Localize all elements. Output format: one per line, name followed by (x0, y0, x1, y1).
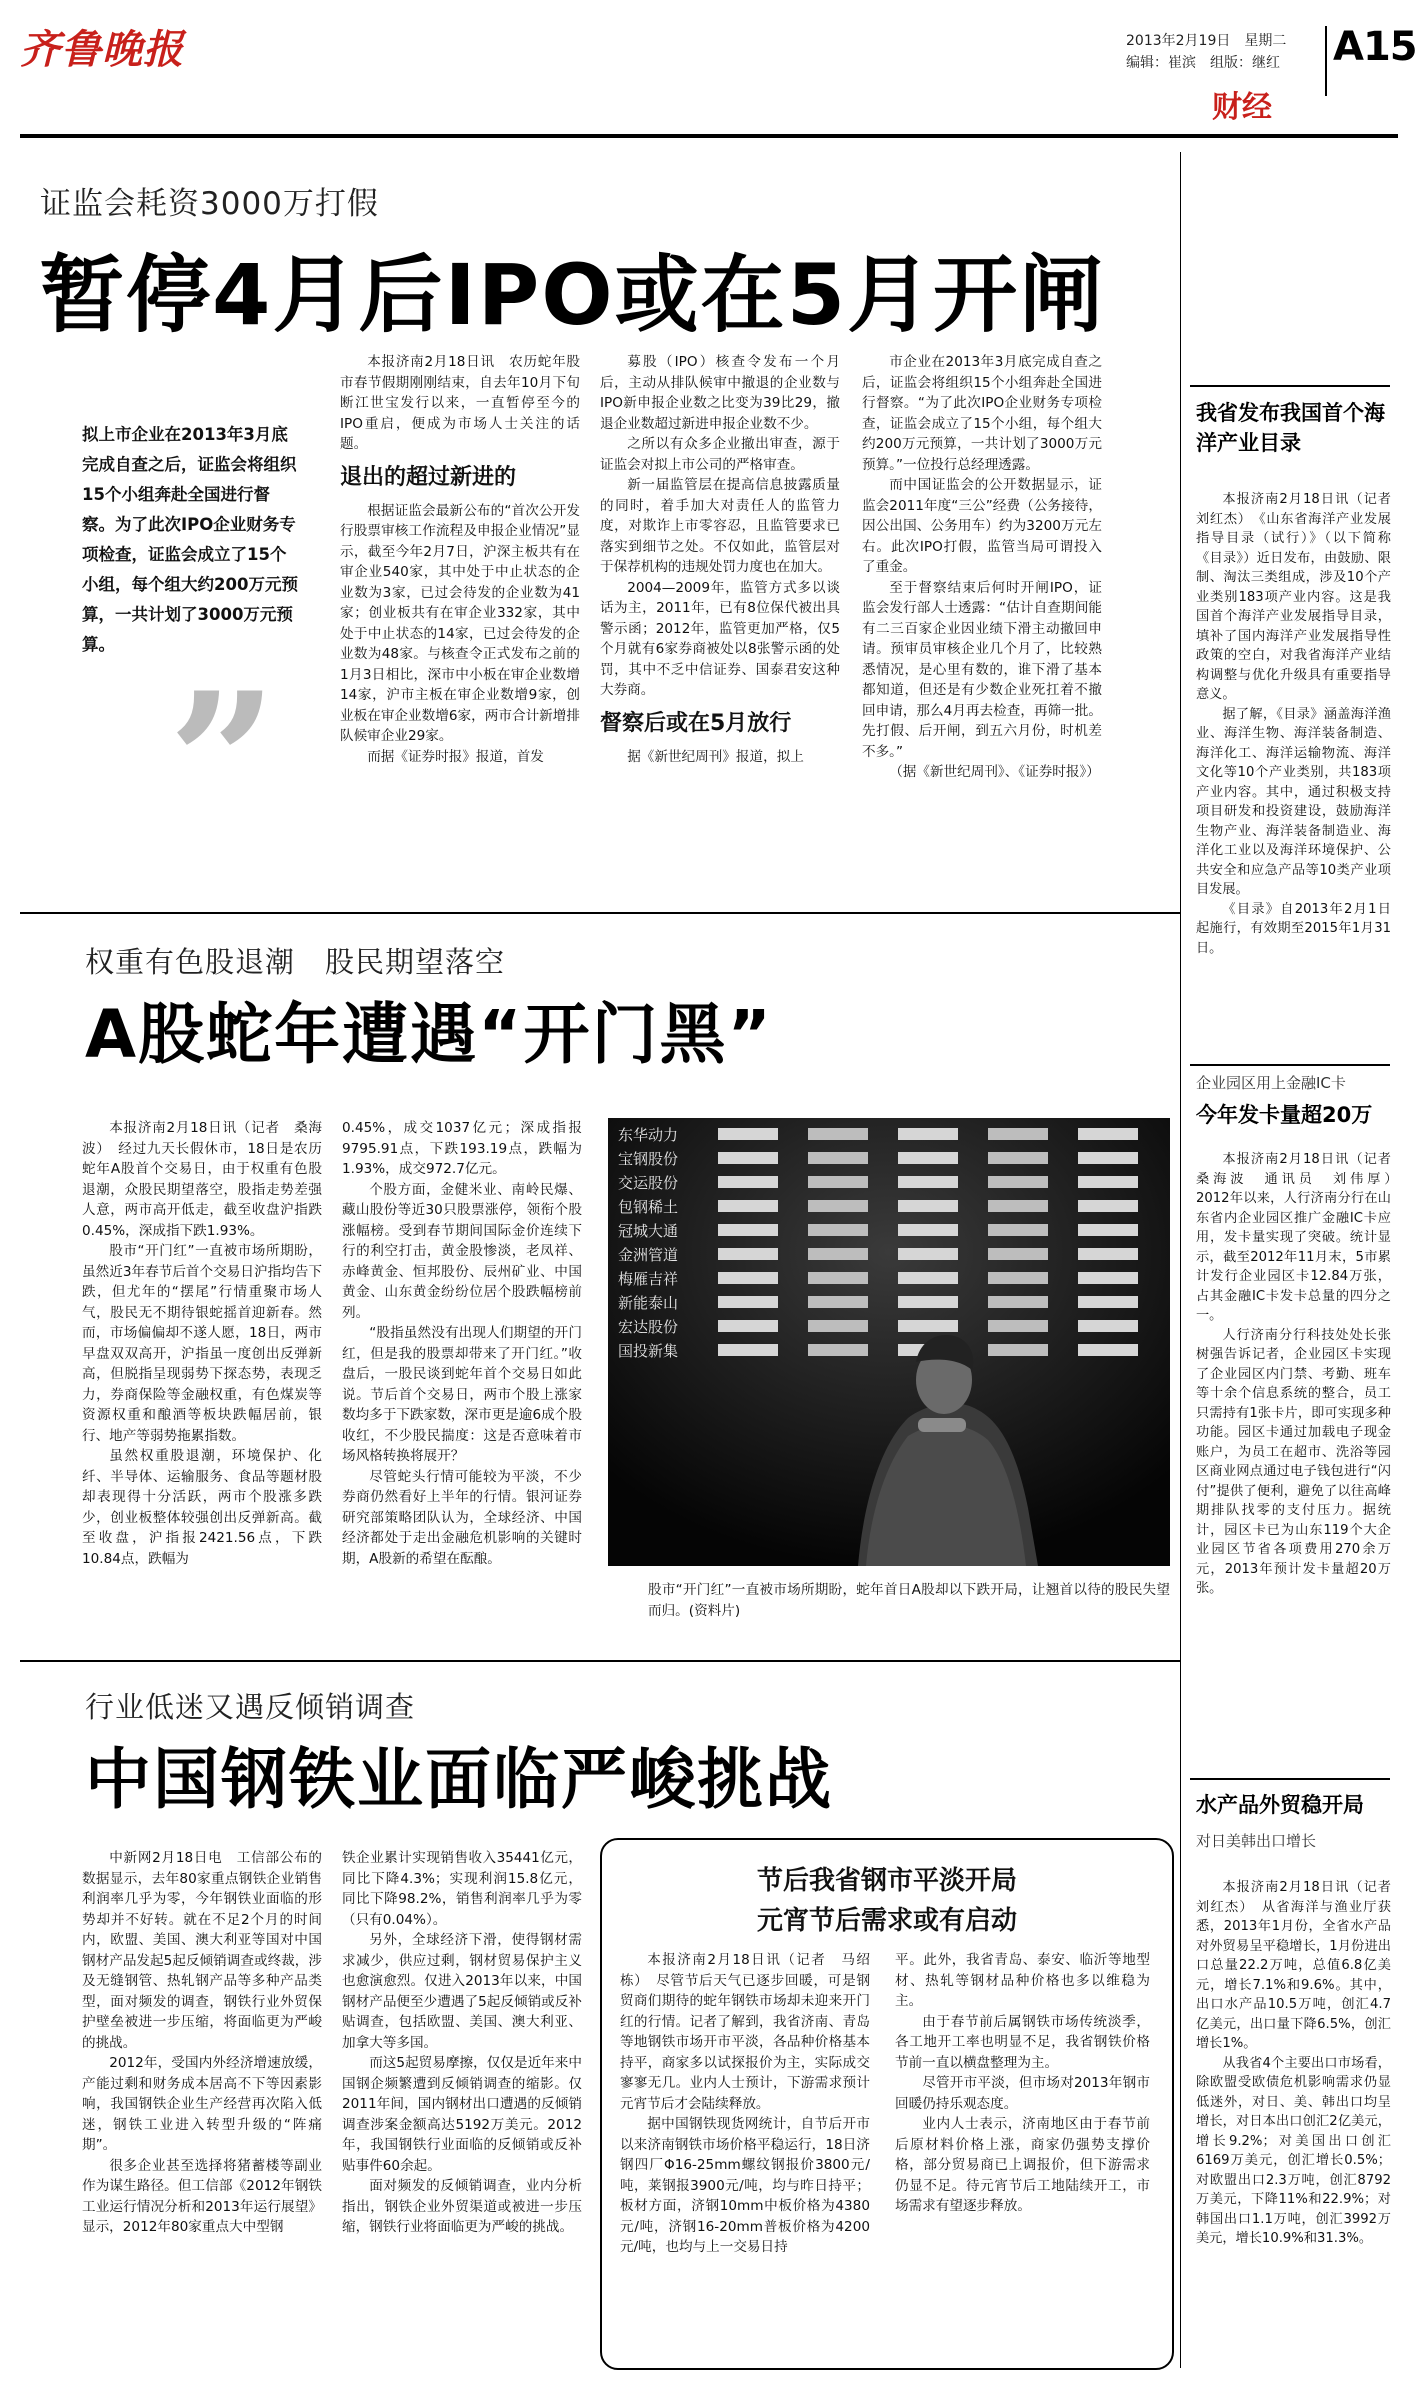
page-number: A15 (1333, 24, 1417, 70)
ticker-cell (718, 1224, 778, 1236)
story1-para: 而据《证券时报》报道，首发 (367, 748, 544, 765)
ticker-cell (718, 1176, 778, 1188)
sidebar-divider (1180, 152, 1181, 2368)
story1-para: 募股（IPO）核查令发布一个月后，主动从排队候审中撤退的企业数与IPO新申报企业数之比变为39比29，撤退企业数超过新进申报企业数不少。 (600, 354, 840, 432)
story1-kicker: 证监会耗资3000万打假 (40, 186, 379, 222)
story1-subhead-2: 督察后或在5月放行 (600, 710, 792, 736)
ticker-cell (988, 1176, 1048, 1188)
story2-para: 虽然权重股退潮，环境保护、化纤、半导体、运输服务、食品等题材股却表现得十分活跃，两市个股涨多跌少，创业板整体较强创出反弹新高。截至收盘，沪指报2421.56点，下跌10.84点，跌幅为 (82, 1448, 322, 1567)
story1-lead: 拟上市企业在2013年3月底完成自查之后，证监会将组织15个小组奔赴全国进行督察。为了此次IPO企业财务专项检查，证监会成立了15个小组，每个组大约200万元预算，一共计划了3000万元预算。 (82, 425, 298, 654)
story1-intro: 本报济南2月18日讯 农历蛇年股市春节假期刚刚结束，自去年10月下旬断江世宝发行以来，一直暂停至今的IPO重启，便成为市场人士关注的话题。 (340, 354, 580, 452)
ticker-row: 金洲管道 (618, 1246, 679, 1264)
box-column-1 (620, 1950, 870, 2355)
story1-subhead-1: 退出的超过新进的 (340, 464, 517, 490)
ticker-cell (808, 1320, 868, 1332)
box-para: 据中国钢铁现货网统计，自节后开市以来济南钢铁市场价格平稳运行，18日济钢四厂Φ16-25mm螺纹钢报价3800元/吨，莱钢报3900元/吨，均与昨日持平；板材方面，济钢10mm中板价格为4380元/吨，济钢16-20mm普板价格为4200元/吨，也均与上一交易日持 (620, 2116, 870, 2255)
story2-para: 0.45%，成交1037亿元；深成指报9795.91点，下跌193.19点，跌幅为1.93%，成交972.7亿元。 (342, 1120, 582, 1177)
story1-divider (20, 912, 1180, 914)
ticker-row: 宏达股份 (618, 1318, 679, 1336)
ticker-cell (718, 1296, 778, 1308)
ticker-row: 包钢稀土 (618, 1198, 679, 1216)
ticker-cell (718, 1320, 778, 1332)
sidebar-s1-body (1196, 490, 1405, 1090)
ticker-cell (1078, 1296, 1138, 1308)
ticker-cell (898, 1320, 958, 1332)
story1-column-3 (862, 352, 1102, 892)
story1-para: 新一届监管层在提高信息披露质量的同时，着手加大对责任人的监管力度，对欺诈上市零容忍，且监管要求已落实到细节之处。不仅如此，监管层对于保荐机构的违规处罚力度也在加大。 (600, 477, 840, 575)
masthead-rule (20, 134, 1398, 138)
story2-para: 股市“开门红”一直被市场所期盼，虽然近3年春节后首个交易日沪指均告下跌，但尤年的“摆尾”行情重聚市场人气，股民无不期待银蛇摇首迎新春。然而，市场偏偏却不遂人愿，18日，两市早盘双双高开，沪指虽一度创出反弹新高，但脱指呈现弱势下探态势，表现乏力，券商保险等金融权重，有色煤炭等资源权重和酿酒等板块跌幅居前，银行、地产等弱势拖累指数。 (82, 1243, 322, 1444)
ticker-cell (988, 1224, 1048, 1236)
sidebar-para: 从我省4个主要出口市场看，除欧盟受欧债危机影响需求仍显低迷外，对日、美、韩出口均呈增长，对日本出口创汇2亿美元，增长9.2%；对美国出口创汇6169万美元，创汇增长0.5%；对欧盟出口2.3万吨，创汇8792万美元，下降11%和22.9%；对韩国出口1.1万吨，创汇3992万美元，增长10.9%和31.3%。 (1196, 2055, 1391, 2246)
ticker-row: 国投新集 (618, 1342, 679, 1360)
sidebar-para: 据了解，《目录》涵盖海洋渔业、海洋生物、海洋装备制造、海洋化工、海洋运输物流、海洋文化等10个产业类别，共183项产业内容。其中，通过积极支持项目研发和投资建设，鼓励海洋生物产业、海洋装备制造业、海洋化工业以及海洋环境保护、公共安全和应急产品等10类产业项目发展。 (1196, 706, 1391, 897)
ticker-cell (988, 1152, 1048, 1164)
sidebar-s1-headline: 我省发布我国首个海洋产业目录 (1196, 401, 1385, 455)
stock-board-graphic (608, 1118, 1170, 1566)
ticker-row: 交运股份 (618, 1174, 679, 1192)
box-para: 尽管开市平淡，但市场对2013年钢市回暖仍持乐观态度。 (895, 2075, 1150, 2112)
masthead-logo: 齐鲁晚报 (20, 26, 184, 73)
story1-source: （据《新世纪周刊》、《证券时报》） (889, 764, 1100, 780)
masthead-date: 2013年2月19日 星期二 (1126, 33, 1287, 49)
story2-para: 个股方面，金健米业、南岭民爆、藏山股份等近30只股票涨停，领衔个股涨幅榜。受到春节期间国际金价连续下行的利空打击，黄金股惨淡，老凤祥、赤峰黄金、恒邦股份、辰州矿业、中国黄金、山东黄金纷纷位居个股跌幅榜前列。 (342, 1181, 582, 1321)
story1-para: 至于督察结束后何时开闸IPO，证监会发行部人士透露：“估计自查期间能有二三百家企业因业绩下滑主动撤回申请。预审员审核企业几个月了，比较熟悉情况，是心里有数的，谁下滑了基本都知道，但还是有少数企业死扛着不撤回申请，那么4月再去检查，再筛一批。先打假、后开闸，到五六月份，时机差不多。” (862, 579, 1102, 760)
photo-caption: 股市“开门红”一直被市场所期盼，蛇年首日A股却以下跌开局，让翘首以待的股民失望而归。(资料片) (648, 1582, 1170, 1619)
sidebar-s3-kicker: 对日美韩出口增长 (1196, 1832, 1317, 1850)
ticker-cell (718, 1272, 778, 1284)
story3-column-1 (82, 1848, 322, 2366)
story2-para: 尽管蛇头行情可能较为平淡，不少券商仍然看好上半年的行情。银河证券研究部策略团队认为，全球经济、中国经济都处于走出金融危机影响的关键时期，A股新的希望在酝酿。 (342, 1468, 582, 1567)
sidebar-s2-headline: 今年发卡量超20万 (1196, 1103, 1373, 1127)
box-title-1: 节后我省钢市平淡开局 (756, 1866, 1017, 1896)
ticker-cell (808, 1344, 868, 1356)
masthead-editors: 编辑：崔滨 组版：继红 (1126, 55, 1280, 71)
box-para: 由于春节前后属钢铁市场传统淡季，各工地开工率也明显不足，我省钢铁价格节前一直以横盘整理为主。 (895, 2013, 1150, 2071)
story2-headline: A股蛇年遭遇“开门黑” (85, 996, 773, 1073)
ticker-cell (898, 1224, 958, 1236)
story3-para: 中新网2月18日电 工信部公布的数据显示，去年80家重点钢铁企业销售利润率几乎为零，今年钢铁业面临的形势却并不好转。就在不足2个月的时间内，欧盟、美国、澳大利亚等国对中国钢材产品发起5起反倾销调查或终裁，涉及无缝钢管、热轧钢产品等多种产品类型，面对频发的调查，钢铁行业外贸保护壁垒被进一步压缩，将面临更为严峻的挑战。 (82, 1850, 322, 2051)
ticker-cell (898, 1176, 958, 1188)
story1-para: 2004—2009年，监管方式多以谈话为主，2011年，已有8位保代被出具警示函；2012年，监管更加严格，仅5个月就有6家券商被处以8张警示函的处罚，其中不乏中信证券、国泰君安这种大券商。 (600, 579, 840, 698)
ticker-cell (988, 1272, 1048, 1284)
story3-para: 很多企业甚至选择将猪蓄楼等副业作为谋生路径。但工信部《2012年钢铁工业运行情况分析和2013年运行展望》显示，2012年80家重点大中型钢 (82, 2157, 322, 2235)
ticker-cell (1078, 1176, 1138, 1188)
ticker-cell (1078, 1272, 1138, 1284)
ticker-cell (718, 1128, 778, 1140)
story1-column-1 (340, 352, 580, 892)
story3-para: 面对频发的反倾销调查，业内分析指出，钢铁企业外贸渠道或被进一步压缩，钢铁行业将面临更为严峻的挑战。 (342, 2178, 582, 2235)
ticker-cell (808, 1128, 868, 1140)
ticker-cell (718, 1248, 778, 1260)
box-para: 本报济南2月18日讯（记者 马绍栋） 尽管节后天气已逐步回暖，可是钢贸商们期待的蛇年钢铁市场却未迎来开门红的行情。记者了解到，我省济南、青岛等地钢铁市场开市平淡，各品种价格基本持平，商家多以试探报价为主，实际成交寥寥无几。业内人士预计，下游需求预计元宵节后才会陆续释放。 (620, 1952, 870, 2112)
sidebar-s2-body (1196, 1150, 1405, 1760)
sidebar-rule-2 (1190, 1064, 1390, 1066)
story3-para: 另外，全球经济下滑，使得钢材需求减少，供应过剩，钢材贸易保护主义也愈演愈烈。仅进入2013年以来，中国钢材产品便至少遭遇了5起反倾销或反补贴调查，包括欧盟、美国、澳大利亚、加拿大等多国。 (342, 1932, 582, 2051)
story1-para: 据《新世纪周刊》报道，拟上 (627, 748, 804, 765)
ticker-cell (988, 1128, 1048, 1140)
story2-column-1 (82, 1118, 322, 1663)
sidebar-para: 人行济南分行科技处处长张树强告诉记者，企业园区卡实现了企业园区内门禁、考勤、班车等十余个信息系统的整合，员工只需持有1张卡片，即可实现多种功能。园区卡通过加载电子现金账户，为员工在超市、洗浴等园区商业网点通过电子钱包进行“闪付”提供了便利，避免了以往高峰期排队找零的支付压力。据统计，园区卡已为山东119个大企业园区节省各项费用270余万元，2013年预计发卡量超20万张。 (1196, 1327, 1391, 1596)
ticker-cell (1078, 1320, 1138, 1332)
sidebar-rule-3 (1190, 1778, 1390, 1780)
ticker-row: 新能泰山 (618, 1294, 679, 1312)
box-para: 平。此外，我省青岛、泰安、临沂等地型材、热轧等钢材品种价格也多以维稳为主。 (895, 1952, 1150, 2009)
ticker-cell (988, 1344, 1048, 1356)
box-title-2: 元宵节后需求或有启动 (756, 1906, 1017, 1936)
ticker-cell (718, 1152, 778, 1164)
ticker-cell (988, 1200, 1048, 1212)
ticker-cell (898, 1152, 958, 1164)
story1-para: 而中国证监会的公开数据显示，证监会2011年度“三公”经费（公务接待，因公出国、公务用车）约为3200万元左右。此次IPO打假，监管当局可谓投入了重金。 (862, 477, 1102, 575)
sidebar-para: 本报济南2月18日讯（记者 刘红杰） 《山东省海洋产业发展指导目录（试行）》（以下简称《目录》）近日发布，由鼓励、限制、淘汰三类组成，涉及10个产业类别183项产业内容。这是我国首个海洋产业发展指导目录，填补了国内海洋产业发展指导性政策的空白，对我省海洋产业结构调整与优化升级具有重要指导意义。 (1196, 492, 1405, 702)
ticker-cell (898, 1272, 958, 1284)
ticker-row: 冠城大通 (618, 1222, 679, 1240)
ticker-cell (718, 1200, 778, 1212)
ticker-cell (1078, 1128, 1138, 1140)
story1-para: 根据证监会最新公布的“首次公开发行股票审核工作流程及申报企业情况”显示，截至今年2月7日，沪深主板共有在审企业540家，其中处于中止状态的企业数为3家，已过会待发的企业数为41家；创业板共有在审企业332家，其中处于中止状态的14家，已过会待发的企业数为48家。与核查令正式发布之前的1月3日相比，深市中小板在审企业数增14家，沪市主板在审企业数增9家，创业板在审企业数增6家，两市合计新增排队候审企业29家。 (340, 502, 580, 744)
story1-headline: 暂停4月后IPO或在5月开闸 (40, 246, 1106, 344)
ticker-cell (808, 1200, 868, 1212)
story2-column-2 (342, 1118, 582, 1663)
sidebar-s3-body (1196, 1878, 1405, 2366)
ticker-cell (808, 1152, 868, 1164)
sidebar-s2-kicker: 企业园区用上金融IC卡 (1196, 1074, 1346, 1092)
sidebar-top-rule (1190, 385, 1390, 387)
story2-divider (20, 1660, 1180, 1662)
sidebar-s3-headline: 水产品外贸稳开局 (1196, 1793, 1364, 1817)
story2-para: “股指虽然没有出现人们期望的开门红，但是我的股票却带来了开门红。”收盘后，一股民谈到蛇年首个交易日如此说。节后首个交易日，两市个股上涨家数均多于下跌家数，深市更是逾6成个股收红，不少股民揣度：这是否意味着市场风格转换将展开？ (342, 1325, 582, 1464)
ticker-row: 宝钢股份 (618, 1150, 679, 1168)
ticker-cell (898, 1248, 958, 1260)
ticker-row: 东华动力 (618, 1126, 679, 1144)
story3-column-2 (342, 1848, 582, 2366)
story2-kicker: 权重有色股退潮 股民期望落空 (85, 945, 506, 979)
story1-para: 之所以有众多企业撤出审查，源于证监会对拟上市公司的严格审查。 (600, 436, 840, 473)
story1-column-2 (600, 352, 840, 892)
box-para: 业内人士表示，济南地区由于春节前后原材料价格上涨，商家仍强势支撑价格，部分贸易商已上调报价，但下游需求仍显不足。待元宵节后工地陆续开工，市场需求有望逐步释放。 (895, 2116, 1150, 2214)
story3-para: 铁企业累计实现销售收入35441亿元，同比下降4.3%；实现利润15.8亿元，同比下降98.2%，销售利润率几乎为零（只有0.04%）。 (342, 1850, 582, 1928)
ticker-cell (1078, 1344, 1138, 1356)
story3-kicker: 行业低迷又遇反倾销调查 (85, 1690, 416, 1724)
ticker-cell (1078, 1224, 1138, 1236)
story1-para: 市企业在2013年3月底完成自查之后，证监会将组织15个小组奔赴全国进行督察。“为了此次IPO企业财务专项检查，证监会成立了15个小组，每个组大约200万元预算，一共计划了3000万元预算。”一位投行总经理透露。 (862, 354, 1102, 473)
section-label: 财经 (1212, 90, 1272, 125)
sidebar-para: 本报济南2月18日讯（记者 桑海波 通讯员 刘伟厚） 2012年以来，人行济南分行在山东省内企业园区推广金融IC卡应用，发卡量实现了突破。统计显示，截至2012年11月末，5市累计发行企业园区卡12.84万张，占其金融IC卡发卡总量的四分之一。 (1196, 1152, 1405, 1323)
ticker-cell (1078, 1248, 1138, 1260)
story2-para: 本报济南2月18日讯（记者 桑海波） 经过九天长假休市，18日是农历蛇年A股首个交易日，由于权重有色股退潮，众股民期望落空，股指走势差强人意，两市高开低走，截至收盘沪指跌0.45%，深成指下跌1.93%。 (82, 1120, 322, 1239)
ticker-cell (988, 1248, 1048, 1260)
ticker-cell (808, 1296, 868, 1308)
ticker-cell (1078, 1152, 1138, 1164)
ticker-cell (808, 1176, 868, 1188)
sidebar-para: 本报济南2月18日讯（记者 刘红杰） 从省海洋与渔业厅获悉，2013年1月份，全省水产品对外贸易呈平稳增长，1月份进出口总量22.2万吨，总值6.8亿美元，增长7.1%和9.6%。其中，出口水产品10.5万吨，创汇4.7亿美元，出口量下降6.5%，创汇增长1%。 (1196, 1880, 1405, 2051)
quote-mark-icon: ” (168, 651, 278, 874)
story3-headline: 中国钢铁业面临严峻挑战 (85, 1741, 833, 1818)
story3-para: 而这5起贸易摩擦，仅仅是近年来中国钢企频繁遭到反倾销调查的缩影。仅2011年间，国内钢材出口遭遇的反倾销调查涉案金额高达5192万美元。2012年，我国钢铁行业面临的反倾销或反补贴事件60余起。 (342, 2055, 582, 2174)
ticker-row: 梅雁吉祥 (618, 1270, 679, 1288)
ticker-cell (1078, 1200, 1138, 1212)
ticker-cell (898, 1200, 958, 1212)
box-column-2 (895, 1950, 1150, 2355)
ticker-cell (808, 1272, 868, 1284)
masthead-divider (1325, 26, 1327, 96)
ticker-cell (808, 1224, 868, 1236)
ticker-cell (988, 1296, 1048, 1308)
sidebar-para: 《目录》自2013年2月1日起施行，有效期至2015年1月31日。 (1196, 901, 1391, 956)
ticker-cell (808, 1248, 868, 1260)
stock-market-photo (608, 1118, 1170, 1566)
ticker-cell (898, 1296, 958, 1308)
ticker-cell (988, 1320, 1048, 1332)
story3-para: 2012年，受国内外经济增速放缓，产能过剩和财务成本居高不下等因素影响，我国钢铁企业生产经营再次陷入低迷，钢铁工业进入转型升级的“阵痛期”。 (82, 2055, 322, 2153)
ticker-cell (718, 1344, 778, 1356)
ticker-cell (898, 1128, 958, 1140)
